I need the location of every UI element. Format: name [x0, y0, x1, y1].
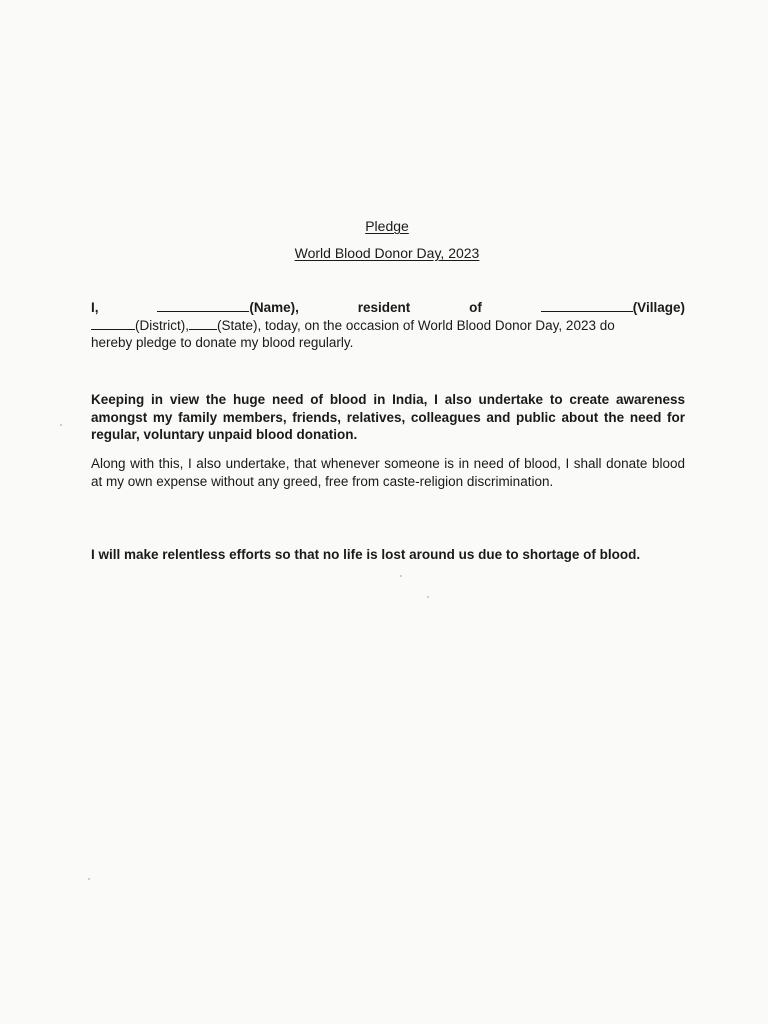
- village-field: [541, 299, 685, 317]
- scan-speck: [427, 596, 429, 598]
- scan-speck: [400, 575, 402, 577]
- name-blank: [157, 299, 249, 312]
- village-blank: [541, 299, 633, 312]
- state-blank: [189, 317, 217, 330]
- name-label: (Name),: [249, 300, 299, 315]
- page-subtitle: World Blood Donor Day, 2023: [294, 245, 480, 261]
- resident-word: resident: [357, 300, 411, 315]
- village-label: (Village): [632, 300, 685, 315]
- pledge-line-1: [91, 299, 685, 317]
- pledge-paragraph: [91, 299, 685, 352]
- efforts-paragraph: I will make relentless efforts so that no life is lost around us due to shortage of blood.: [91, 547, 641, 562]
- page-title: Pledge: [365, 218, 409, 234]
- district-label: (District),: [135, 317, 189, 333]
- name-field: [157, 299, 299, 317]
- state-label: (State), today, on the occasion of World Blood Donor Day, 2023 do: [217, 317, 615, 333]
- scan-speck: [88, 878, 90, 880]
- awareness-paragraph: Keeping in view the huge need of blood in India, I also undertake to create awareness amongst my family members, friends, relatives, colleagues and public about the need for regular, voluntary unpaid blood donation.: [91, 392, 685, 442]
- pledge-line-2: [91, 317, 685, 335]
- pledge-line-3: hereby pledge to donate my blood regularly.: [91, 335, 354, 350]
- scan-speck: [60, 424, 62, 426]
- pledge-i: I,: [91, 300, 99, 315]
- donate-paragraph: Along with this, I also undertake, that whenever someone is in need of blood, I shall donate blood at my own expense without any greed, free from caste-religion discrimination.: [91, 456, 685, 489]
- of-word: of: [469, 300, 482, 315]
- district-blank: [91, 317, 135, 330]
